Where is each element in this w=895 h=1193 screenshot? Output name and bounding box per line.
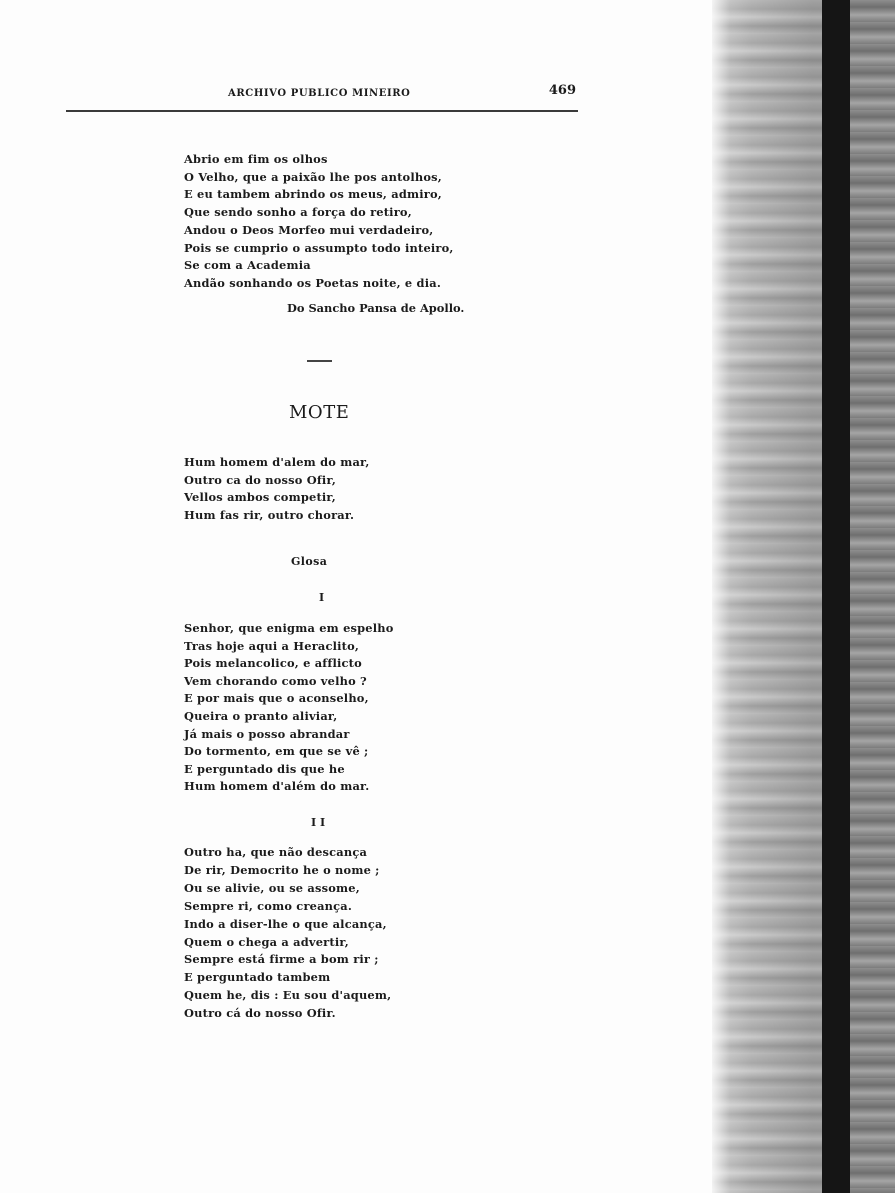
glosa-stanza-2 bbox=[184, 844, 391, 1023]
verse-line: Hum fas rir, outro chorar. bbox=[184, 508, 355, 523]
stanza-numeral: I bbox=[319, 591, 325, 604]
page-edge-gradient bbox=[712, 0, 822, 1193]
verse-line: O Velho, que a paixão lhe pos antolhos, bbox=[184, 169, 442, 184]
verse-line: Outro ha, que não descança bbox=[184, 845, 368, 859]
book-binding bbox=[822, 0, 850, 1193]
verse-line: Sempre ri, como creança. bbox=[184, 898, 353, 913]
verse-line: E perguntado tambem bbox=[184, 970, 331, 985]
verse-line: Pois se cumprio o assumpto todo inteiro, bbox=[184, 240, 454, 255]
verse-line: Queira o pranto aliviar, bbox=[184, 708, 338, 723]
verse-line: Outro ca do nosso Ofir, bbox=[184, 472, 336, 487]
header-title: ARCHIVO PUBLICO MINEIRO bbox=[228, 88, 411, 99]
verse-line: Hum homem d'alem do mar, bbox=[184, 455, 370, 469]
verse-line: Do tormento, em que se vê ; bbox=[184, 744, 369, 759]
verse-line: Que sendo sonho a força do retiro, bbox=[184, 205, 412, 220]
mote-stanza bbox=[184, 454, 370, 525]
glosa-title: Glosa bbox=[291, 555, 328, 568]
book-cover-edge bbox=[850, 0, 895, 1193]
verse-line: E eu tambem abrindo os meus, admiro, bbox=[184, 187, 442, 202]
verse-line: Andou o Deos Morfeo mui verdadeiro, bbox=[184, 222, 434, 237]
verse-line: Já mais o posso abrandar bbox=[184, 726, 350, 741]
verse-line: Senhor, que enigma em espelho bbox=[184, 621, 394, 635]
verse-line: Outro cá do nosso Ofir. bbox=[184, 1006, 336, 1021]
verse-line: Quem o chega a advertir, bbox=[184, 934, 349, 949]
verse-line: Sempre está firme a bom rir ; bbox=[184, 952, 379, 967]
verse-line: Indo a diser-lhe o que alcança, bbox=[184, 916, 387, 931]
running-header bbox=[66, 82, 578, 112]
verse-line: Vellos ambos competir, bbox=[184, 490, 336, 505]
verse-line: E perguntado dis que he bbox=[184, 761, 345, 776]
intro-stanza bbox=[184, 151, 454, 293]
verse-line: De rir, Democrito he o nome ; bbox=[184, 862, 380, 877]
verse-line: Abrio em fim os olhos bbox=[184, 152, 328, 166]
verse-line: Quem he, dis : Eu sou d'aquem, bbox=[184, 988, 392, 1003]
page-number: 469 bbox=[548, 83, 576, 98]
verse-line: Se com a Academia bbox=[184, 258, 311, 273]
header-rule bbox=[66, 110, 578, 112]
attribution: Do Sancho Pansa de Apollo. bbox=[287, 301, 465, 315]
verse-line: Vem chorando como velho ? bbox=[184, 673, 367, 688]
verse-line: Tras hoje aqui a Heraclito, bbox=[184, 638, 360, 653]
verse-line: Hum homem d'além do mar. bbox=[184, 779, 370, 794]
mote-title: MOTE bbox=[289, 402, 350, 423]
section-divider bbox=[307, 360, 332, 362]
stanza-numeral: I I bbox=[311, 816, 326, 829]
verse-line: Andão sonhando os Poetas noite, e dia. bbox=[184, 275, 441, 290]
verse-line: Pois melancolico, e afflicto bbox=[184, 656, 362, 671]
verse-line: Ou se alivie, ou se assome, bbox=[184, 880, 360, 895]
glosa-stanza-1 bbox=[184, 620, 394, 796]
verse-line: E por mais que o aconselho, bbox=[184, 691, 369, 706]
